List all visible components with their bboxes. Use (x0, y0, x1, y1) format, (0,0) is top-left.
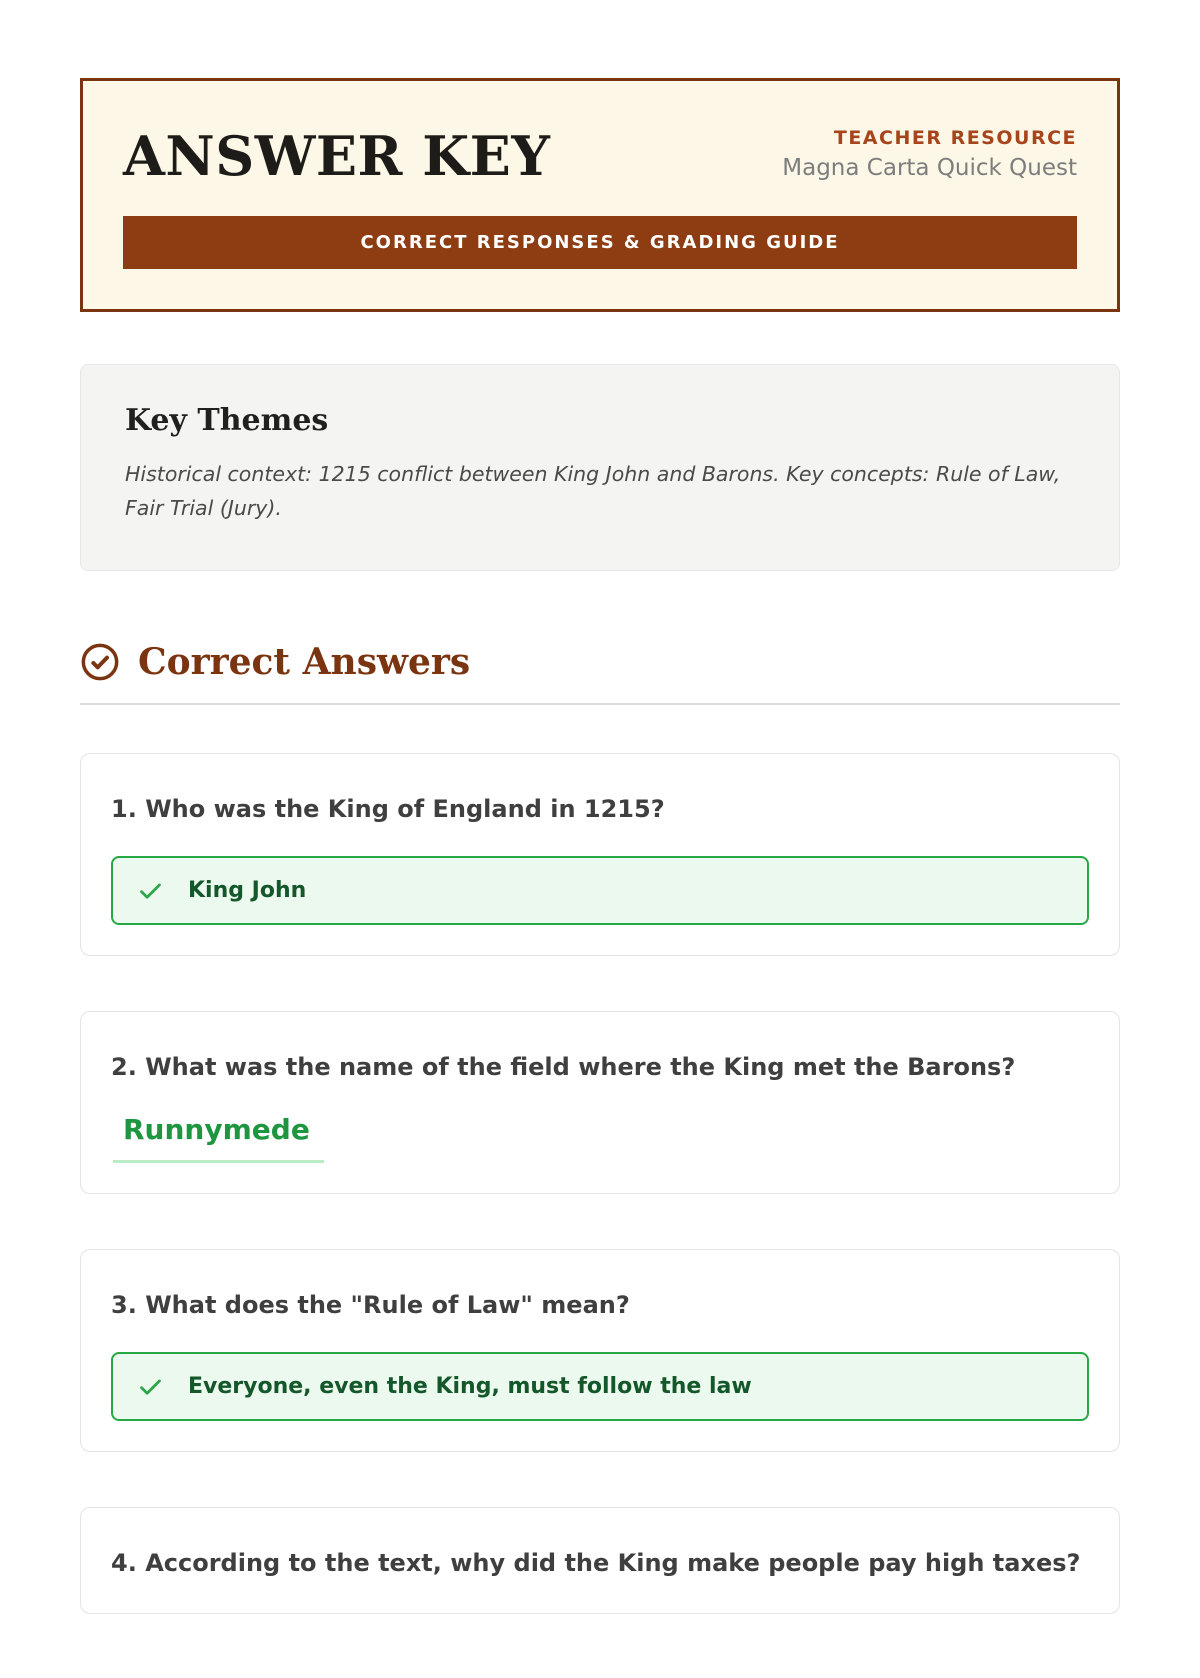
question-card-3 (80, 1249, 1120, 1452)
section-divider (80, 703, 1120, 705)
key-themes-body: Historical context: 1215 conflict between King John and Barons. Key concepts: Rule of Law, Fair Trial (Jury). (125, 462, 1061, 521)
question-body: What does the "Rule of Law" mean? (145, 1290, 630, 1319)
quiz-subtitle: Magna Carta Quick Quest (782, 155, 1077, 181)
question-number: 2. (111, 1053, 137, 1082)
circle-check-icon (80, 642, 120, 682)
check-icon (137, 1373, 164, 1400)
header-top-row (123, 121, 1077, 186)
question-body: According to the text, why did the King make people pay high taxes? (145, 1549, 1081, 1578)
question-text (111, 1286, 1089, 1324)
question-text (111, 1544, 1089, 1582)
question-number: 1. (111, 795, 137, 824)
correct-answer-box (111, 856, 1089, 925)
key-themes-title: Key Themes (125, 403, 329, 439)
grading-guide-banner: CORRECT RESPONSES & GRADING GUIDE (123, 216, 1077, 269)
header-meta (782, 121, 1077, 181)
answer-text: Everyone, even the King, must follow the law (188, 1374, 752, 1400)
page-title: ANSWER KEY (123, 124, 551, 188)
question-number: 4. (111, 1549, 137, 1578)
key-themes-box (80, 364, 1120, 571)
check-icon (137, 877, 164, 904)
question-number: 3. (111, 1290, 137, 1319)
question-text (111, 1048, 1089, 1086)
question-text (111, 790, 1089, 828)
fill-in-answer: Runnymede (113, 1113, 324, 1163)
question-body: Who was the King of England in 1215? (145, 795, 665, 824)
correct-answer-box (111, 1352, 1089, 1421)
correct-answers-heading (80, 641, 1120, 683)
question-body: What was the name of the field where the King met the Barons? (145, 1053, 1016, 1082)
question-card-1 (80, 753, 1120, 956)
page-container (80, 78, 1120, 1614)
question-card-2 (80, 1011, 1120, 1193)
answer-key-header (80, 78, 1120, 312)
answer-text: King John (188, 878, 307, 904)
question-card-4 (80, 1507, 1120, 1613)
teacher-resource-label: TEACHER RESOURCE (833, 127, 1077, 149)
section-title: Correct Answers (138, 641, 471, 684)
